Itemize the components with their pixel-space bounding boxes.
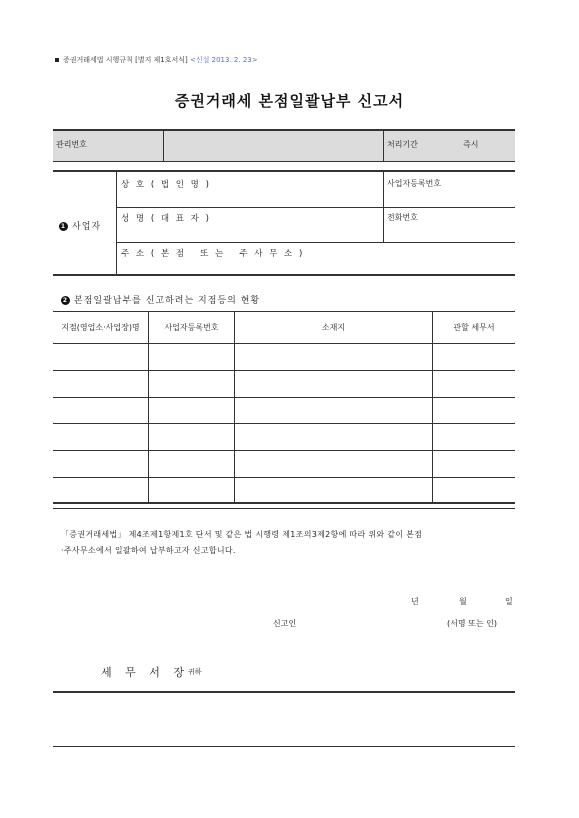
processing-period-label: 처리기간 [387,140,418,149]
divider [432,312,433,502]
declaration-line: ·주사무소에서 일괄하여 납부하고자 신고합니다. [61,546,236,555]
date-day-label: 일 [505,597,513,606]
divider [116,207,515,208]
branches-heading: 2 본점일괄납부를 신고하려는 지점등의 현황 [62,296,261,306]
date-year-label: 년 [411,597,419,606]
signer-label: 신고인 [273,619,297,628]
divider [234,312,235,502]
page-title: 증권거래세 본점일괄납부 신고서 [174,92,405,110]
column-header: 소재지 [321,323,346,332]
legal-basis-text: 증권거래세법 시행규칙 [별지 제1호서식] [63,56,188,64]
trade-name-label: 상 호 ( 법 인 명 ) [121,180,211,190]
table-row [53,397,515,398]
table-row [53,423,515,424]
declaration-line: 「증권거래세법」 제4조제1항제1호 단서 및 같은 법 시행령 제1조의3제2항에 따라 위와 같이 본점 [61,530,423,539]
representative-label: 성 명 ( 대 표 자 ) [121,214,211,224]
declaration [61,527,422,559]
column-header: 지점(영업소·사업장)명 [61,323,140,332]
number-badge-icon: 2 [62,297,69,304]
table-row [53,477,515,478]
amend-note: <신설 2013. 2. 23> [190,56,258,64]
number-badge-icon: 1 [60,223,67,230]
branches-table [53,311,515,504]
address-label: 주 소 ( 본 점 또 는 주 사 무 소 ) [121,249,305,259]
divider [53,508,515,509]
divider [116,242,515,243]
phone-label: 전화번호 [387,213,418,222]
divider [163,131,164,161]
sign-note: (서명 또는 인) [447,619,497,628]
management-no-label: 관리번호 [56,140,87,149]
square-bullet-icon [55,58,59,62]
divider [148,312,149,502]
admin-box [53,129,515,162]
biz-reg-no-label: 사업자등록번호 [387,179,442,188]
divider [383,172,384,242]
table-row [53,450,515,451]
column-header: 관할 세무서 [453,323,495,332]
divider [53,343,515,344]
date-month-label: 월 [459,597,467,606]
business-section [53,170,515,276]
divider [116,172,117,274]
divider [53,691,515,693]
recipient-office: 세 무 서 장 [101,666,189,679]
business-heading: 1 사업자 [60,222,102,232]
legal-basis [55,55,258,65]
divider [53,746,515,747]
table-row [53,370,515,371]
divider [383,131,384,161]
processing-period-value: 즉시 [463,140,479,149]
column-header: 사업자등록번호 [164,323,219,332]
recipient-honorific: 귀하 [188,668,202,676]
